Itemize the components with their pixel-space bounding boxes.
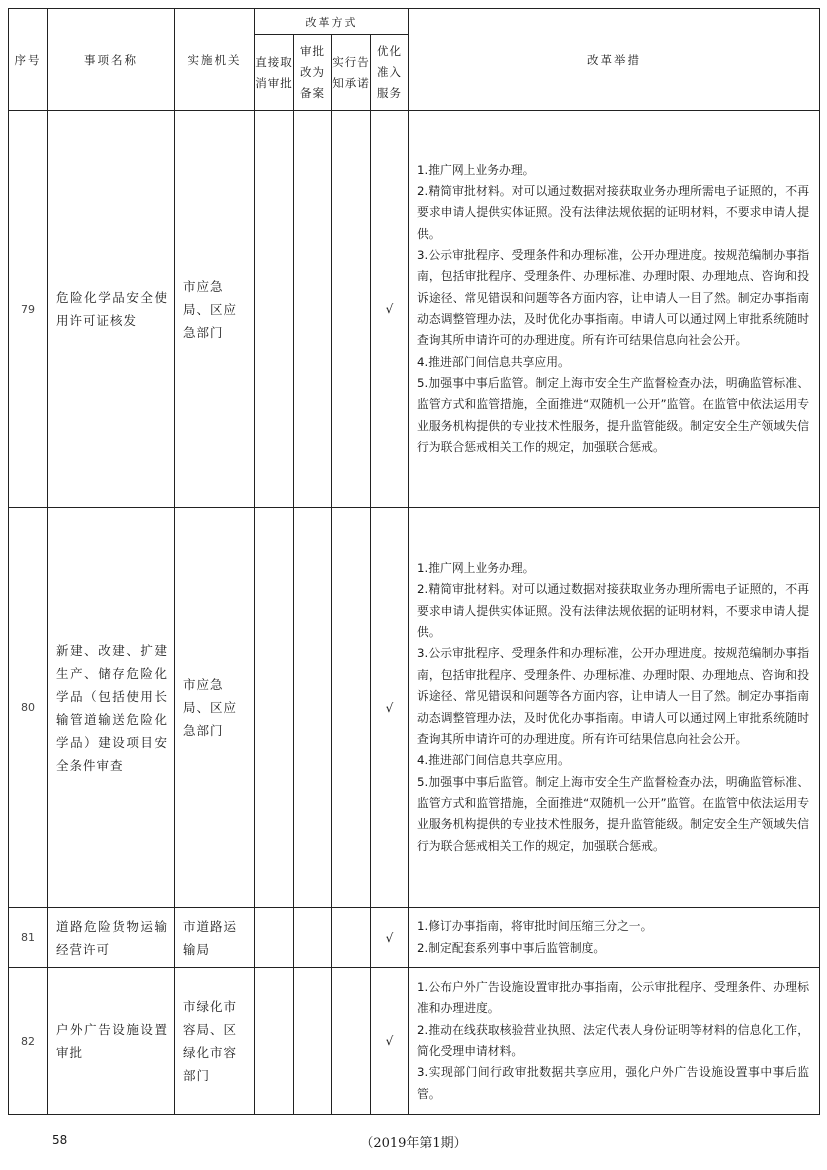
row-number: 82 [9, 968, 48, 1115]
method-filing-cell [294, 968, 332, 1115]
measure-item: 2.推动在线获取核验营业执照、法定代表人身份证明等材料的信息化工作，简化受理申请材料。 [417, 1022, 809, 1058]
header-measures: 改革举措 [409, 9, 820, 111]
row-number: 80 [9, 508, 48, 908]
method-filing-cell [294, 111, 332, 508]
check-mark-icon: √ [371, 111, 409, 508]
header-agency: 实施机关 [175, 9, 255, 111]
measure-item: 5.加强事中事后监管。制定上海市安全生产监督检查办法，明确监管标准、监管方式和监管措施，全面推进“双随机一公开”监管。在监管中依法运用专业服务机构提供的专业技术性服务，提升监管能级。制定安全生产领域失信行为联合惩戒相关工作的规定，加强联合惩戒。 [417, 774, 809, 853]
measure-item: 2.精简审批材料。对可以通过数据对接获取业务办理所需电子证照的，不再要求申请人提供实体证照。没有法律法规依据的证明材料，不要求申请人提供。 [417, 582, 809, 640]
measure-item: 3.实现部门间行政审批数据共享应用，强化户外广告设施设置事中事后监管。 [417, 1065, 809, 1101]
row-number: 79 [9, 111, 48, 508]
header-method-optimize: 优化准入服务 [371, 35, 409, 111]
item-name: 危险化学品安全使用许可证核发 [48, 111, 175, 508]
header-name: 事项名称 [48, 9, 175, 111]
method-filing-cell [294, 508, 332, 908]
header-method-filing: 审批改为备案 [294, 35, 332, 111]
measure-item: 2.精简审批材料。对可以通过数据对接获取业务办理所需电子证照的，不再要求申请人提供实体证照。没有法律法规依据的证明材料，不要求申请人提供。 [417, 183, 809, 241]
agency: 市应急局、区应急部门 [175, 508, 255, 908]
agency: 市道路运输局 [175, 908, 255, 968]
table-row [9, 908, 820, 968]
measure-item: 1.推广网上业务办理。 [417, 162, 535, 177]
agency: 市绿化市容局、区绿化市容部门 [175, 968, 255, 1115]
measure-item: 2.制定配套系列事中事后监管制度。 [417, 940, 606, 955]
reform-table [8, 8, 820, 1115]
check-mark-icon: √ [371, 508, 409, 908]
measure-item: 1.公布户外广告设施设置审批办事指南，公示审批程序、受理条件、办理标准和办理进度。 [417, 979, 809, 1016]
check-mark-icon: √ [371, 968, 409, 1115]
table-row [9, 508, 820, 908]
table-row [9, 111, 820, 508]
measure-item: 4.推进部门间信息共享应用。 [417, 753, 570, 768]
header-method-cancel: 直接取消审批 [255, 35, 294, 111]
header-seq: 序号 [9, 9, 48, 111]
measure-item: 1.推广网上业务办理。 [417, 561, 535, 576]
method-cancel-cell [255, 508, 294, 908]
method-commitment-cell [332, 111, 371, 508]
method-filing-cell [294, 908, 332, 968]
header-method-commitment: 实行告知承诺 [332, 35, 371, 111]
measure-item: 5.加强事中事后监管。制定上海市安全生产监督检查办法，明确监管标准、监管方式和监管措施，全面推进“双随机一公开”监管。在监管中依法运用专业服务机构提供的专业技术性服务，提升监管能级。制定安全生产领域失信行为联合惩戒相关工作的规定，加强联合惩戒。 [417, 376, 809, 455]
issue-label: （2019年第1期） [360, 1136, 467, 1151]
measures-cell [409, 908, 820, 968]
page-number: 58 [52, 1133, 68, 1147]
method-commitment-cell [332, 968, 371, 1115]
item-name: 道路危险货物运输经营许可 [48, 908, 175, 968]
measure-item: 3.公示审批程序、受理条件和办理标准，公开办理进度。按规范编制办事指南，包括审批程序、受理条件、办理标准、办理时限、办理地点、咨询和投诉途径、常见错误和问题等各方面内容，让申请人一目了然。制定办事指南动态调整管理办法，及时优化办事指南。申请人可以通过网上审批系统随时查询其所申请许可的办理进度。所有许可结果信息向社会公开。 [417, 247, 809, 348]
header-methods-group: 改革方式 [255, 9, 409, 35]
item-name: 户外广告设施设置审批 [48, 968, 175, 1115]
measure-item: 3.公示审批程序、受理条件和办理标准，公开办理进度。按规范编制办事指南，包括审批程序、受理条件、办理标准、办理时限、办理地点、咨询和投诉途径、常见错误和问题等各方面内容，让申请人一目了然。制定办事指南动态调整管理办法，及时优化办事指南。申请人可以通过网上审批系统随时查询其所申请许可的办理进度。所有许可结果信息向社会公开。 [417, 646, 809, 746]
item-name: 新建、改建、扩建生产、储存危险化学品（包括使用长输管道输送危险化学品）建设项目安全条件审查 [48, 508, 175, 908]
measures-cell [409, 508, 820, 908]
table-row [9, 968, 820, 1115]
method-commitment-cell [332, 908, 371, 968]
method-commitment-cell [332, 508, 371, 908]
method-cancel-cell [255, 111, 294, 508]
measures-cell [409, 111, 820, 508]
measure-item: 4.推进部门间信息共享应用。 [417, 354, 570, 369]
method-cancel-cell [255, 908, 294, 968]
method-cancel-cell [255, 968, 294, 1115]
row-number: 81 [9, 908, 48, 968]
check-mark-icon: √ [371, 908, 409, 968]
measures-cell [409, 968, 820, 1115]
agency: 市应急局、区应急部门 [175, 111, 255, 508]
measure-item: 1.修订办事指南，将审批时间压缩三分之一。 [417, 919, 653, 934]
